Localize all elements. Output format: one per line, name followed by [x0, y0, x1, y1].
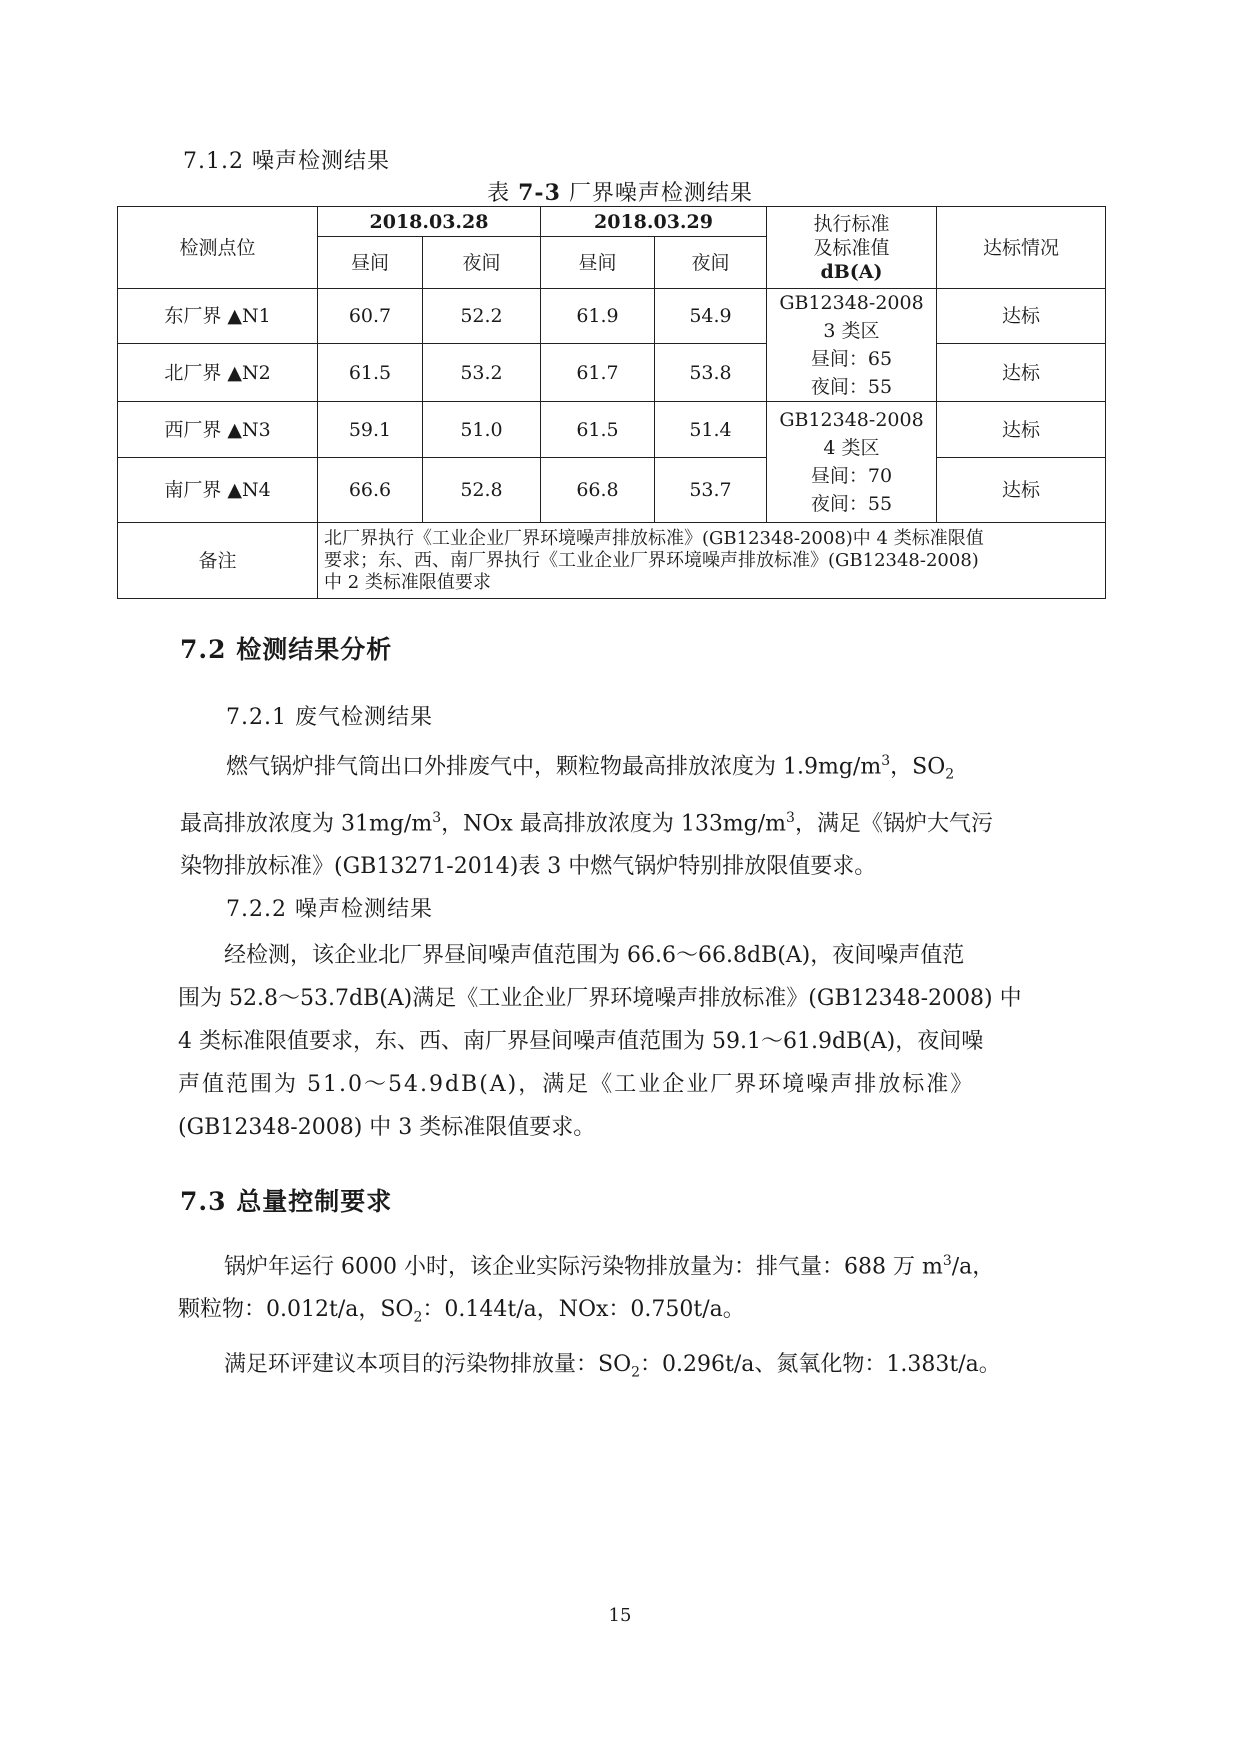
subscript: 2	[413, 1309, 423, 1326]
caption-prefix: 表	[487, 181, 511, 206]
header-location: 检测点位	[118, 207, 318, 289]
cell-location: 西厂界 ▲N3	[118, 402, 318, 458]
header-compliance: 达标情况	[937, 207, 1106, 289]
superscript: 3	[786, 809, 795, 826]
cell-remark-label: 备注	[118, 523, 318, 599]
paragraph-total-control	[178, 1240, 1063, 1394]
header-night-2: 夜间	[655, 237, 767, 289]
para-line: 经检测，该企业北厂界昼间噪声值范围为 66.6～66.8dB(A)，夜间噪声值范	[224, 943, 965, 968]
table-row	[118, 402, 1106, 458]
text-span: ，满足《锅炉大气污	[794, 811, 993, 837]
cell-result: 达标	[937, 402, 1106, 458]
std-b-line-3: 昼间：70	[810, 465, 893, 487]
subsection-heading-7-2-1: 7.2.1 废气检测结果	[226, 705, 433, 730]
section-heading-7-3: 7.3 总量控制要求	[180, 1187, 393, 1216]
superscript: 3	[942, 1253, 952, 1269]
text-span: /a，	[951, 1254, 995, 1280]
section-heading-7-2: 7.2 检测结果分析	[180, 635, 393, 664]
para-line	[178, 1240, 1063, 1288]
para-line	[178, 1343, 1063, 1394]
text-span: 锅炉年运行 6000 小时，该企业实际污染物排放量为：排气量：688 万 m	[224, 1254, 943, 1280]
para-line: 围为 52.8～53.7dB(A)满足《工业企业厂界环境噪声排放标准》(GB12348-2008) 中	[178, 986, 1022, 1011]
text-span: ，NOx 最高排放浓度为 133mg/m	[441, 811, 787, 837]
header-day-1: 昼间	[318, 237, 423, 289]
remark-line-3: 中 2 类标准限值要求	[324, 571, 491, 593]
cell-night-1: 52.8	[423, 458, 541, 523]
table-row	[118, 289, 1106, 344]
text-span: ：0.296t/a、氮氧化物：1.383t/a。	[640, 1351, 1001, 1377]
cell-standard-class-3	[767, 289, 937, 402]
cell-location: 北厂界 ▲N2	[118, 344, 318, 402]
header-day-2: 昼间	[541, 237, 655, 289]
superscript: 3	[881, 753, 891, 769]
cell-night-2: 53.8	[655, 344, 767, 402]
para-line	[180, 797, 1060, 845]
header-standard-line-1: 执行标准	[813, 212, 890, 235]
cell-location: 东厂界 ▲N1	[118, 289, 318, 344]
std-a-line-3: 昼间：65	[810, 348, 893, 370]
table-row-remark	[118, 523, 1106, 599]
para-line: 声值范围为 51.0～54.9dB(A)，满足《工业企业厂界环境噪声排放标准》	[178, 1072, 975, 1097]
caption-text: 厂界噪声检测结果	[568, 181, 753, 206]
text-span: ，SO	[890, 754, 946, 780]
cell-night-2: 53.7	[655, 458, 767, 523]
cell-result: 达标	[937, 344, 1106, 402]
page-number: 15	[608, 1605, 632, 1626]
subsection-heading-7-1-2: 7.1.2 噪声检测结果	[183, 149, 390, 174]
text-span: ：0.144t/a，NOx：0.750t/a。	[422, 1297, 745, 1323]
header-date-2: 2018.03.29	[541, 207, 767, 237]
table-caption	[0, 176, 1240, 207]
cell-night-1: 51.0	[423, 402, 541, 458]
cell-day-1: 60.7	[318, 289, 423, 344]
cell-night-1: 53.2	[423, 344, 541, 402]
cell-result: 达标	[937, 458, 1106, 523]
text-span: 满足环评建议本项目的污染物排放量：SO	[224, 1351, 632, 1377]
std-b-line-4: 夜间：55	[810, 493, 893, 515]
header-standard-unit: dB(A)	[820, 260, 883, 283]
header-standard	[767, 207, 937, 289]
subscript: 2	[631, 1364, 641, 1381]
cell-night-2: 54.9	[655, 289, 767, 344]
text-span: 颗粒物：0.012t/a，SO	[178, 1297, 414, 1323]
table-row	[118, 344, 1106, 402]
cell-day-1: 66.6	[318, 458, 423, 523]
cell-remark-text	[318, 523, 1106, 599]
header-standard-line-2: 及标准值	[813, 236, 890, 259]
cell-result: 达标	[937, 289, 1106, 344]
paragraph-noise	[178, 934, 1063, 1149]
para-line	[180, 740, 1060, 797]
std-a-line-4: 夜间：55	[810, 376, 893, 398]
std-b-line-1: GB12348-2008	[779, 409, 924, 431]
para-line	[178, 1288, 1063, 1339]
cell-night-2: 51.4	[655, 402, 767, 458]
remark-line-1: 北厂界执行《工业企业厂界环境噪声排放标准》(GB12348-2008)中 4 类标准限值	[324, 527, 984, 549]
header-date-1: 2018.03.28	[318, 207, 541, 237]
cell-day-2: 66.8	[541, 458, 655, 523]
para-line: (GB12348-2008) 中 3 类标准限值要求。	[178, 1115, 596, 1140]
text-span: 燃气锅炉排气筒出口外排废气中，颗粒物最高排放浓度为 1.9mg/m	[226, 754, 882, 780]
para-line: 4 类标准限值要求，东、西、南厂界昼间噪声值范围为 59.1～61.9dB(A)，夜间噪	[178, 1029, 984, 1054]
paragraph-exhaust-gas	[180, 740, 1060, 888]
text-span: 最高排放浓度为 31mg/m	[180, 811, 433, 837]
std-b-line-2: 4 类区	[823, 437, 880, 459]
remark-line-2: 要求；东、西、南厂界执行《工业企业厂界环境噪声排放标准》(GB12348-2008)	[324, 549, 979, 571]
caption-number: 7-3	[518, 180, 561, 206]
cell-day-1: 59.1	[318, 402, 423, 458]
noise-results-table	[117, 206, 1106, 599]
std-a-line-2: 3 类区	[823, 320, 880, 342]
cell-day-2: 61.7	[541, 344, 655, 402]
subscript: 2	[945, 766, 955, 783]
table-row	[118, 458, 1106, 523]
superscript: 3	[432, 809, 442, 826]
cell-day-2: 61.5	[541, 402, 655, 458]
para-line: 染物排放标准》(GB13271-2014)表 3 中燃气锅炉特别排放限值要求。	[180, 854, 877, 880]
cell-day-2: 61.9	[541, 289, 655, 344]
std-a-line-1: GB12348-2008	[779, 292, 924, 314]
header-night-1: 夜间	[423, 237, 541, 289]
cell-day-1: 61.5	[318, 344, 423, 402]
cell-location: 南厂界 ▲N4	[118, 458, 318, 523]
subsection-heading-7-2-2: 7.2.2 噪声检测结果	[226, 897, 433, 922]
cell-night-1: 52.2	[423, 289, 541, 344]
cell-standard-class-4	[767, 402, 937, 523]
